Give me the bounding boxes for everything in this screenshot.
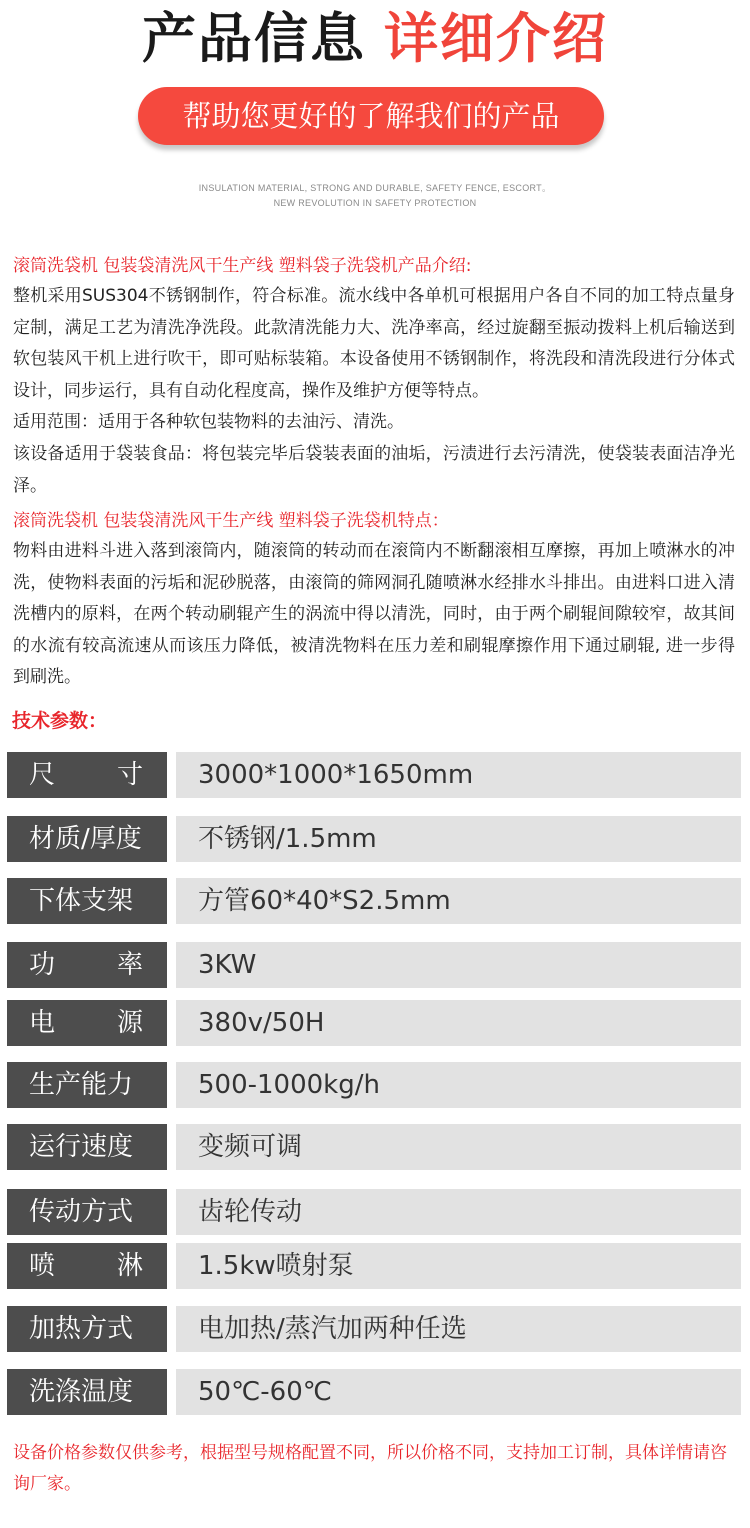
- spec-row-power: [7, 942, 741, 988]
- spec-row-heating: [7, 1306, 741, 1352]
- spec-label: 喷 淋: [7, 1243, 167, 1289]
- spec-value: 1.5kw喷射泵: [176, 1243, 741, 1289]
- spec-label: 生产能力: [7, 1062, 167, 1108]
- spec-label: 运行速度: [7, 1124, 167, 1170]
- scope-text: 适用范围：适用于各种软包装物料的去油污、清洗。: [13, 412, 404, 432]
- intro-paragraph: 整机采用SUS304不锈钢制作，符合标准。流水线中各单机可根据用户各自不同的加工特点量身定制，满足工艺为清洗净洗段。此款清洗能力大、洗净率高，经过旋翻至振动拨料上机后输送到软包装风干机上进行吹干，即可贴标装箱。本设备使用不锈钢制作，将洗段和清洗段进行分体式设计，同步运行，具有自动化程度高，操作及维护方便等特点。: [13, 286, 735, 401]
- spec-label: 材质/厚度: [7, 816, 167, 862]
- tagline-line1: INSULATION MATERIAL, STRONG AND DURABLE, SAFETY FENCE, ESCORT。: [198, 183, 552, 193]
- spec-value: 500-1000kg/h: [176, 1062, 741, 1108]
- title-black: 产品信息: [142, 7, 366, 70]
- spec-row-supply: [7, 1000, 741, 1046]
- spec-label: 洗涤温度: [7, 1369, 167, 1415]
- usage-text: 该设备适用于袋装食品：将包装完毕后袋装表面的油垢，污渍进行去污清洗，使袋装表面洁净光泽。: [13, 444, 735, 496]
- page-title: [0, 4, 750, 74]
- spec-row-material: [7, 816, 741, 862]
- spec-value: 50℃-60℃: [176, 1369, 741, 1415]
- features-paragraph: 物料由进料斗进入落到滚筒内，随滚筒的转动而在滚筒内不断翻滚相互摩擦，再加上喷淋水的冲洗，使物料表面的污垢和泥砂脱落，由滚筒的筛网洞孔随喷淋水经排水斗排出。由进料口进入清洗槽内的原料，在两个转动刷辊产生的涡流中得以清洗，同时，由于两个刷辊间隙较窄，故其间的水流有较高流速从而该压力降低，被清洗物料在压力差和刷辊摩擦作用下通过刷辊, 进一步得到刷洗。: [13, 541, 735, 687]
- spec-value: 电加热/蒸汽加两种任选: [176, 1306, 741, 1352]
- footer-note: 设备价格参数仅供参考，根据型号规格配置不同，所以价格不同，支持加工订制，具体详情请咨询厂家。: [13, 1443, 727, 1494]
- intro-title: 滚筒洗袋机 包装袋清洗风干生产线 塑料袋子洗袋机产品介绍:: [13, 256, 472, 276]
- spec-row-capacity: [7, 1062, 741, 1108]
- spec-row-drive: [7, 1189, 741, 1235]
- spec-value: 不锈钢/1.5mm: [176, 816, 741, 862]
- spec-label: 功 率: [7, 942, 167, 988]
- spec-row-speed: [7, 1124, 741, 1170]
- spec-value: 方管60*40*S2.5mm: [176, 878, 741, 924]
- tagline-line2: NEW REVOLUTION IN SAFETY PROTECTION: [273, 198, 477, 208]
- spec-value: 3KW: [176, 942, 741, 988]
- spec-label: 下体支架: [7, 878, 167, 924]
- tech-params-title: 技术参数：: [12, 710, 108, 732]
- spec-label: 尺 寸: [7, 752, 167, 798]
- features-title: 滚筒洗袋机 包装袋清洗风干生产线 塑料袋子洗袋机特点：: [13, 511, 449, 531]
- spec-value: 变频可调: [176, 1124, 741, 1170]
- spec-label: 加热方式: [7, 1306, 167, 1352]
- spec-row-size: [7, 752, 741, 798]
- spec-row-temperature: [7, 1369, 741, 1415]
- spec-row-spray: [7, 1243, 741, 1289]
- spec-label: 电 源: [7, 1000, 167, 1046]
- title-red: 详细介绍: [384, 7, 608, 70]
- spec-value: 380v/50H: [176, 1000, 741, 1046]
- subtitle-banner: 帮助您更好的了解我们的产品: [138, 87, 604, 145]
- spec-value: 齿轮传动: [176, 1189, 741, 1235]
- spec-label: 传动方式: [7, 1189, 167, 1235]
- spec-value: 3000*1000*1650mm: [176, 752, 741, 798]
- spec-row-frame: [7, 878, 741, 924]
